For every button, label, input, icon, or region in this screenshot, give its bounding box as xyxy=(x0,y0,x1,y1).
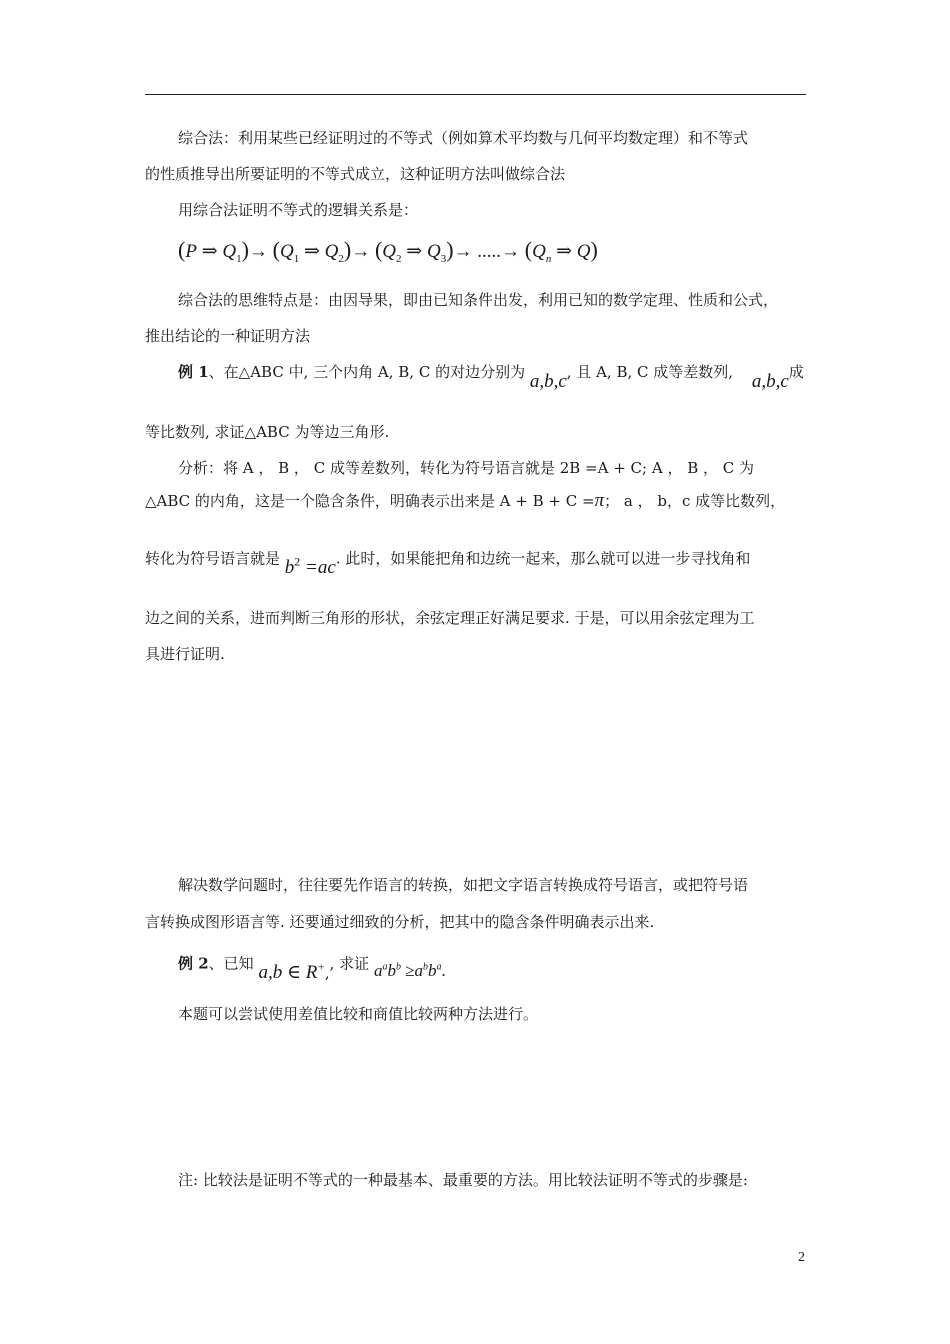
math-abc-2: a,b,c xyxy=(751,371,789,392)
page-number: 2 xyxy=(798,1250,805,1265)
conversion-line1: 解决数学问题时，往往要先作语言的转换，如把文字语言转换成符号语言，或把符号语 xyxy=(178,876,749,894)
analysis-line2: △ABC 的内角，这是一个隐含条件，明确表示出来是 A + B + C =π； a ， b，c 成等比数列， xyxy=(145,490,786,511)
analysis-line5: 具进行证明. xyxy=(145,645,225,663)
para-synthetic-line2: 的性质推导出所要证明的不等式成立，这种证明方法叫做综合法 xyxy=(145,165,566,183)
comparison-note: 注: 比较法是证明不等式的一种最基本、最重要的方法。用比较法证明不等式的步骤是: xyxy=(178,1171,748,1189)
analysis-line1: 分析：将 A ， B ， C 成等差数列，转化为符号语言就是 2B =A + C; A ， B ， C 为 xyxy=(178,459,755,477)
math-b-squared: $b^2 =ac$ xyxy=(284,555,336,579)
example2-line: 例 2、已知 a,b ∈ R+,, 求证 $a^ab^b \ge a^bb^a$. xyxy=(178,954,446,984)
para-synthetic-line1: 综合法：利用某些已经证明过的不等式（例如算术平均数与几何平均数定理）和不等式 xyxy=(178,129,749,147)
example2-label: 例 2 xyxy=(178,954,209,973)
header-rule xyxy=(145,94,806,95)
example1-line2: 等比数列, 求证△ABC 为等边三角形. xyxy=(145,423,390,441)
logic-formula: (P ⇒ $Q_1)\to (Q_1$ ⇒ $Q_2)\to (Q_2$ ⇒ $Q_3)\to$ .....→ ($Q_n$ ⇒ Q) xyxy=(178,237,598,265)
example1-line1: 例 1、在△ABC 中, 三个内角 A, B, C 的对边分别为 a,b,c, 且 A, B, C 成等差数列, a,b,c成 xyxy=(178,363,804,392)
conversion-line2: 言转换成图形语言等. 还要通过细致的分析，把其中的隐含条件明确表示出来. xyxy=(145,913,655,931)
analysis-line4: 边之间的关系，进而判断三角形的形状，余弦定理正好满足要求. 于是，可以用余弦定理为工 xyxy=(145,609,755,627)
math-abc: a,b,c xyxy=(529,371,567,392)
thinking-line1: 综合法的思维特点是：由因导果，即由已知条件出发，利用已知的数学定理、性质和公式， xyxy=(178,291,779,309)
thinking-line2: 推出结论的一种证明方法 xyxy=(145,327,311,345)
pi-symbol: π xyxy=(594,490,605,511)
method-note: 本题可以尝试使用差值比较和商值比较两种方法进行。 xyxy=(178,1005,539,1023)
logic-intro: 用综合法证明不等式的逻辑关系是： xyxy=(178,201,419,219)
math-condition: a,b ∈ R+ xyxy=(258,962,325,984)
analysis-line3: 转化为符号语言就是 $b^2 =ac$. 此时，如果能把角和边统一起来，那么就可以进一步寻找角和 xyxy=(145,549,751,579)
math-inequality: $a^ab^b \ge a^bb^a$. xyxy=(373,961,446,981)
example1-label: 例 1 xyxy=(178,363,209,381)
